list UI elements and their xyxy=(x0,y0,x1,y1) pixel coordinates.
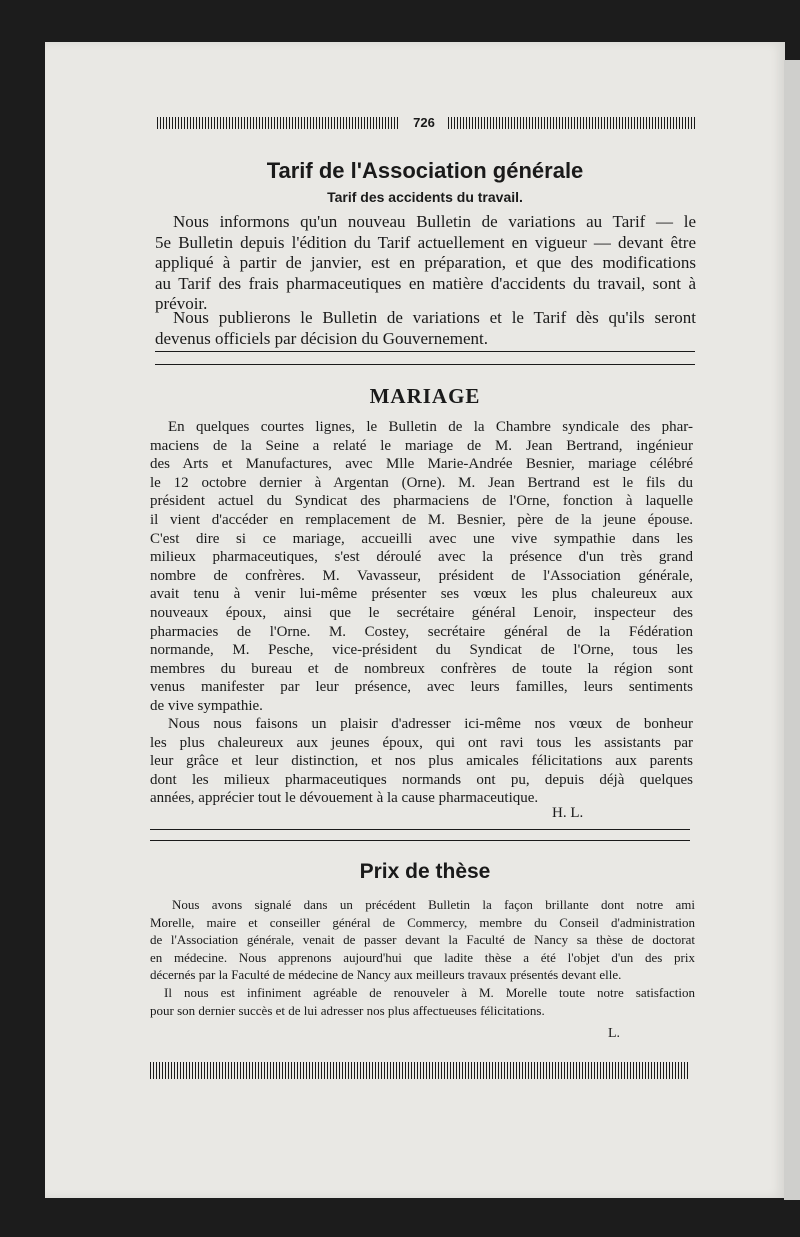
mariage-signature: H. L. xyxy=(552,805,584,821)
text-line: En quelques courtes lignes, le Bulletin de la Chambre syndicale des phar- xyxy=(168,419,693,435)
text-line: des Arts et Manufactures, avec Mlle Marie-Andrée Besnier, mariage célébré xyxy=(150,456,693,473)
mariage-paragraph-1 xyxy=(150,418,693,716)
mariage-paragraph-2 xyxy=(150,715,693,808)
text-line: devenus officiels par décision du Gouvernement. xyxy=(155,328,488,348)
tarif-paragraph-1 xyxy=(155,212,696,315)
text-line: milieux pharmaceutiques, s'est déroulé avec la présence d'un très grand xyxy=(150,549,693,566)
text-line: Morelle, maire et conseiller général de Commercy, membre du Conseil d'administration xyxy=(150,914,695,930)
text-line: nombre de confrères. M. Vavasseur, président de l'Association générale, xyxy=(150,567,693,584)
text-line: Nous publierons le Bulletin de variations et le Tarif dès qu'ils seront xyxy=(173,308,696,327)
text-line: Il nous est infiniment agréable de renouveler à M. Morelle toute notre satisfaction xyxy=(164,985,695,1000)
text-line: normande, M. Pesche, vice-président du Syndicat de l'Orne, tous les xyxy=(150,642,693,659)
text-line: décernés par la Faculté de médecine de Nancy aux meilleurs travaux présentés devant elle. xyxy=(150,967,622,982)
text-line: le 12 octobre dernier à Argentan (Orne). M. Jean Bertrand est le fils du xyxy=(150,474,693,491)
text-line: Nous avons signalé dans un précédent Bulletin la façon brillante dont notre ami xyxy=(172,897,695,912)
prix-paragraph-1 xyxy=(150,896,695,984)
text-line: les plus chaleureux aux jeunes époux, qui ont ravi tous les assistants par xyxy=(150,734,693,751)
text-line: membres du bureau et de nombreux confrères de toute la région sont xyxy=(150,660,693,677)
text-line: Nous informons qu'un nouveau Bulletin de variations au Tarif — le xyxy=(173,212,696,231)
section-divider-top xyxy=(150,829,690,830)
header-ornament-right xyxy=(448,117,696,129)
text-line: 5e Bulletin depuis l'édition du Tarif actuellement en vigueur — devant être xyxy=(155,232,696,252)
prix-signature: L. xyxy=(608,1026,621,1041)
text-line: dont les milieux pharmaceutiques normands ont pu, depuis déjà quelques xyxy=(150,771,693,788)
prix-title: Prix de thèse xyxy=(359,860,491,883)
text-line: prévoir. xyxy=(155,294,208,313)
prix-paragraph-2 xyxy=(150,984,695,1019)
text-line: Nous nous faisons un plaisir d'adresser ici-même nos vœux de bonheur xyxy=(168,716,693,732)
text-line: appliqué à partir de janvier, est en préparation, et que des modifications xyxy=(155,253,696,272)
tarif-subtitle: Tarif des accidents du travail. xyxy=(327,189,523,205)
text-line: de l'Association générale, venait de passer devant la Faculté de Nancy sa thèse de doctorat xyxy=(150,932,695,947)
text-line: président actuel du Syndicat des pharmaciens de l'Orne, fonction à laquelle xyxy=(150,493,693,510)
text-line: au Tarif des frais pharmaceutiques en matière d'accidents du travail, sont à xyxy=(155,273,696,293)
text-line: C'est dire si ce mariage, accueilli avec une vive sympathie dans les xyxy=(150,530,693,547)
footer-ornament xyxy=(150,1062,690,1079)
section-divider-bottom xyxy=(155,364,695,365)
text-line: nouveaux époux, ainsi que le secrétaire général Lenoir, inspecteur des xyxy=(150,604,693,621)
text-line: venus manifester par leur présence, avec leurs familles, leurs sentiments xyxy=(150,679,693,696)
section-divider-top xyxy=(155,351,695,352)
text-line: en médecine. Nous apprenons aujourd'hui que ladite thèse a été l'objet d'un des prix xyxy=(150,949,695,965)
text-line: pharmacies de l'Orne. M. Costey, secrétaire général de la Fédération xyxy=(150,623,693,640)
text-line: leur grâce et leur distinction, et nos plus amicales félicitations aux parents xyxy=(150,753,693,770)
text-line: de vive sympathie. xyxy=(150,697,263,714)
page-edge xyxy=(784,60,800,1200)
mariage-title: MARIAGE xyxy=(369,384,481,408)
tarif-title: Tarif de l'Association générale xyxy=(266,158,584,183)
tarif-paragraph-2 xyxy=(155,308,696,349)
text-line: il vient d'accéder en remplacement de M. Besnier, père de la jeune épouse. xyxy=(150,511,693,528)
page-number: 726 xyxy=(413,115,435,130)
section-divider-bottom xyxy=(150,840,690,841)
header-ornament-left xyxy=(157,117,400,129)
text-line: pour son dernier succès et de lui adresser nos plus affectueuses félicitations. xyxy=(150,1002,545,1018)
text-line: années, apprécier tout le dévouement à la cause pharmaceutique. xyxy=(150,790,539,807)
text-line: maciens de la Seine a relaté le mariage de M. Jean Bertrand, ingénieur xyxy=(150,437,693,454)
text-line: avait tenu à venir lui-même présenter ses vœux les plus chaleureux aux xyxy=(150,586,693,603)
